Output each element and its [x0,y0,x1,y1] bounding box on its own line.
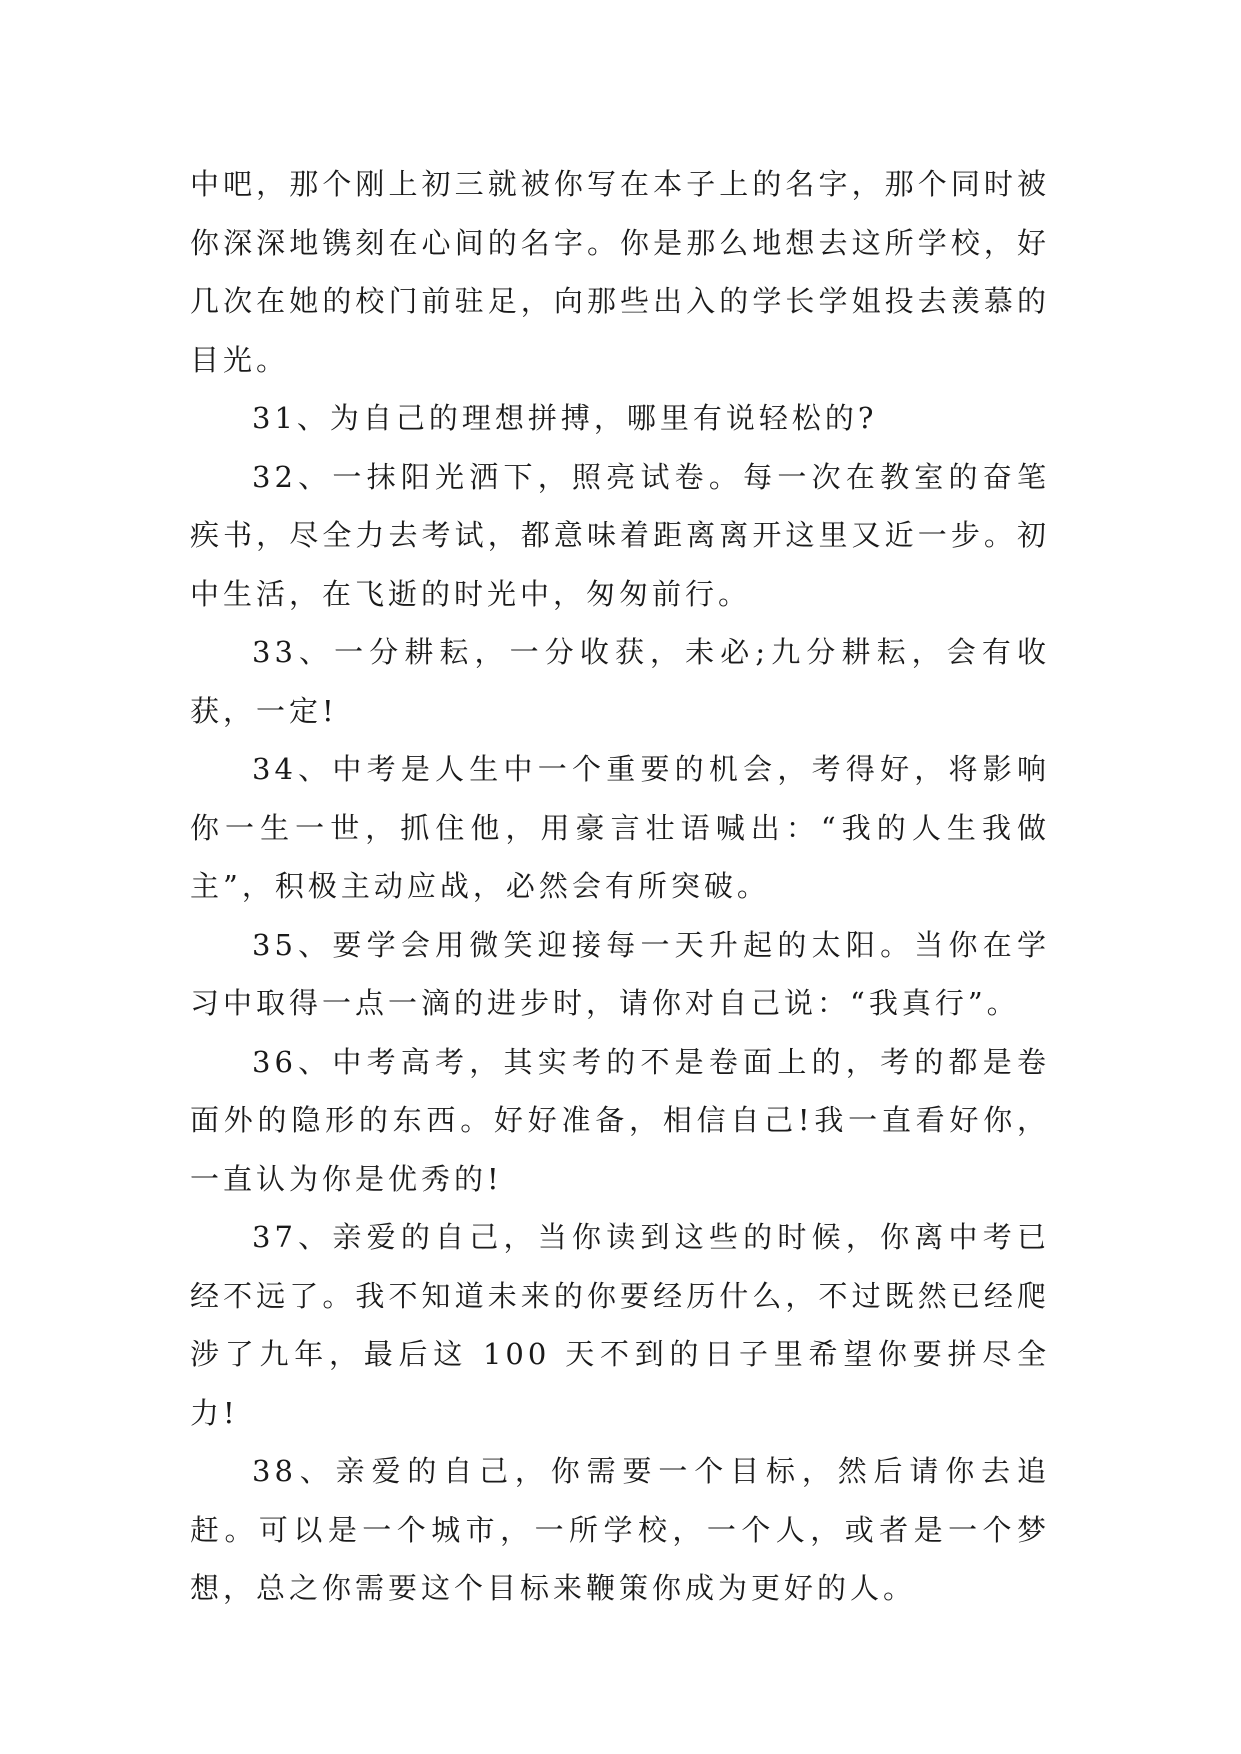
paragraph-35: 35、要学会用微笑迎接每一天升起的太阳。当你在学习中取得一点一滴的进步时，请你对自己说：“我真行”。 [190,927,1050,1020]
paragraph-36: 36、中考高考，其实考的不是卷面上的，考的都是卷面外的隐形的东西。好好准备，相信自己!我一直看好你，一直认为你是优秀的! [190,1044,1050,1196]
paragraph-32: 32、一抹阳光洒下，照亮试卷。每一次在教室的奋笔疾书，尽全力去考试，都意味着距离离开这里又近一步。初中生活，在飞逝的时光中，匆匆前行。 [190,459,1050,611]
paragraph-33: 33、一分耕耘，一分收获，未必;九分耕耘，会有收获，一定! [190,635,1050,728]
paragraph-continuation: 中吧，那个刚上初三就被你写在本子上的名字，那个同时被你深深地镌刻在心间的名字。你是那么地想去这所学校，好几次在她的校门前驻足，向那些出入的学长学姐投去羡慕的目光。 [190,167,1050,377]
document-body [190,155,1050,1618]
paragraph-31: 31、为自己的理想拼搏，哪里有说轻松的? [252,401,878,435]
paragraph-38: 38、亲爱的自己，你需要一个目标，然后请你去追赶。可以是一个城市，一所学校，一个人，或者是一个梦想，总之你需要这个目标来鞭策你成为更好的人。 [190,1454,1050,1605]
paragraph-37: 37、亲爱的自己，当你读到这些的时候，你离中考已经不远了。我不知道未来的你要经历什么，不过既然已经爬涉了九年，最后这 100 天不到的日子里希望你要拼尽全力! [190,1220,1050,1430]
paragraph-34: 34、中考是人生中一个重要的机会，考得好，将影响你一生一世，抓住他，用豪言壮语喊出：“我的人生我做主”，积极主动应战，必然会有所突破。 [190,752,1050,903]
